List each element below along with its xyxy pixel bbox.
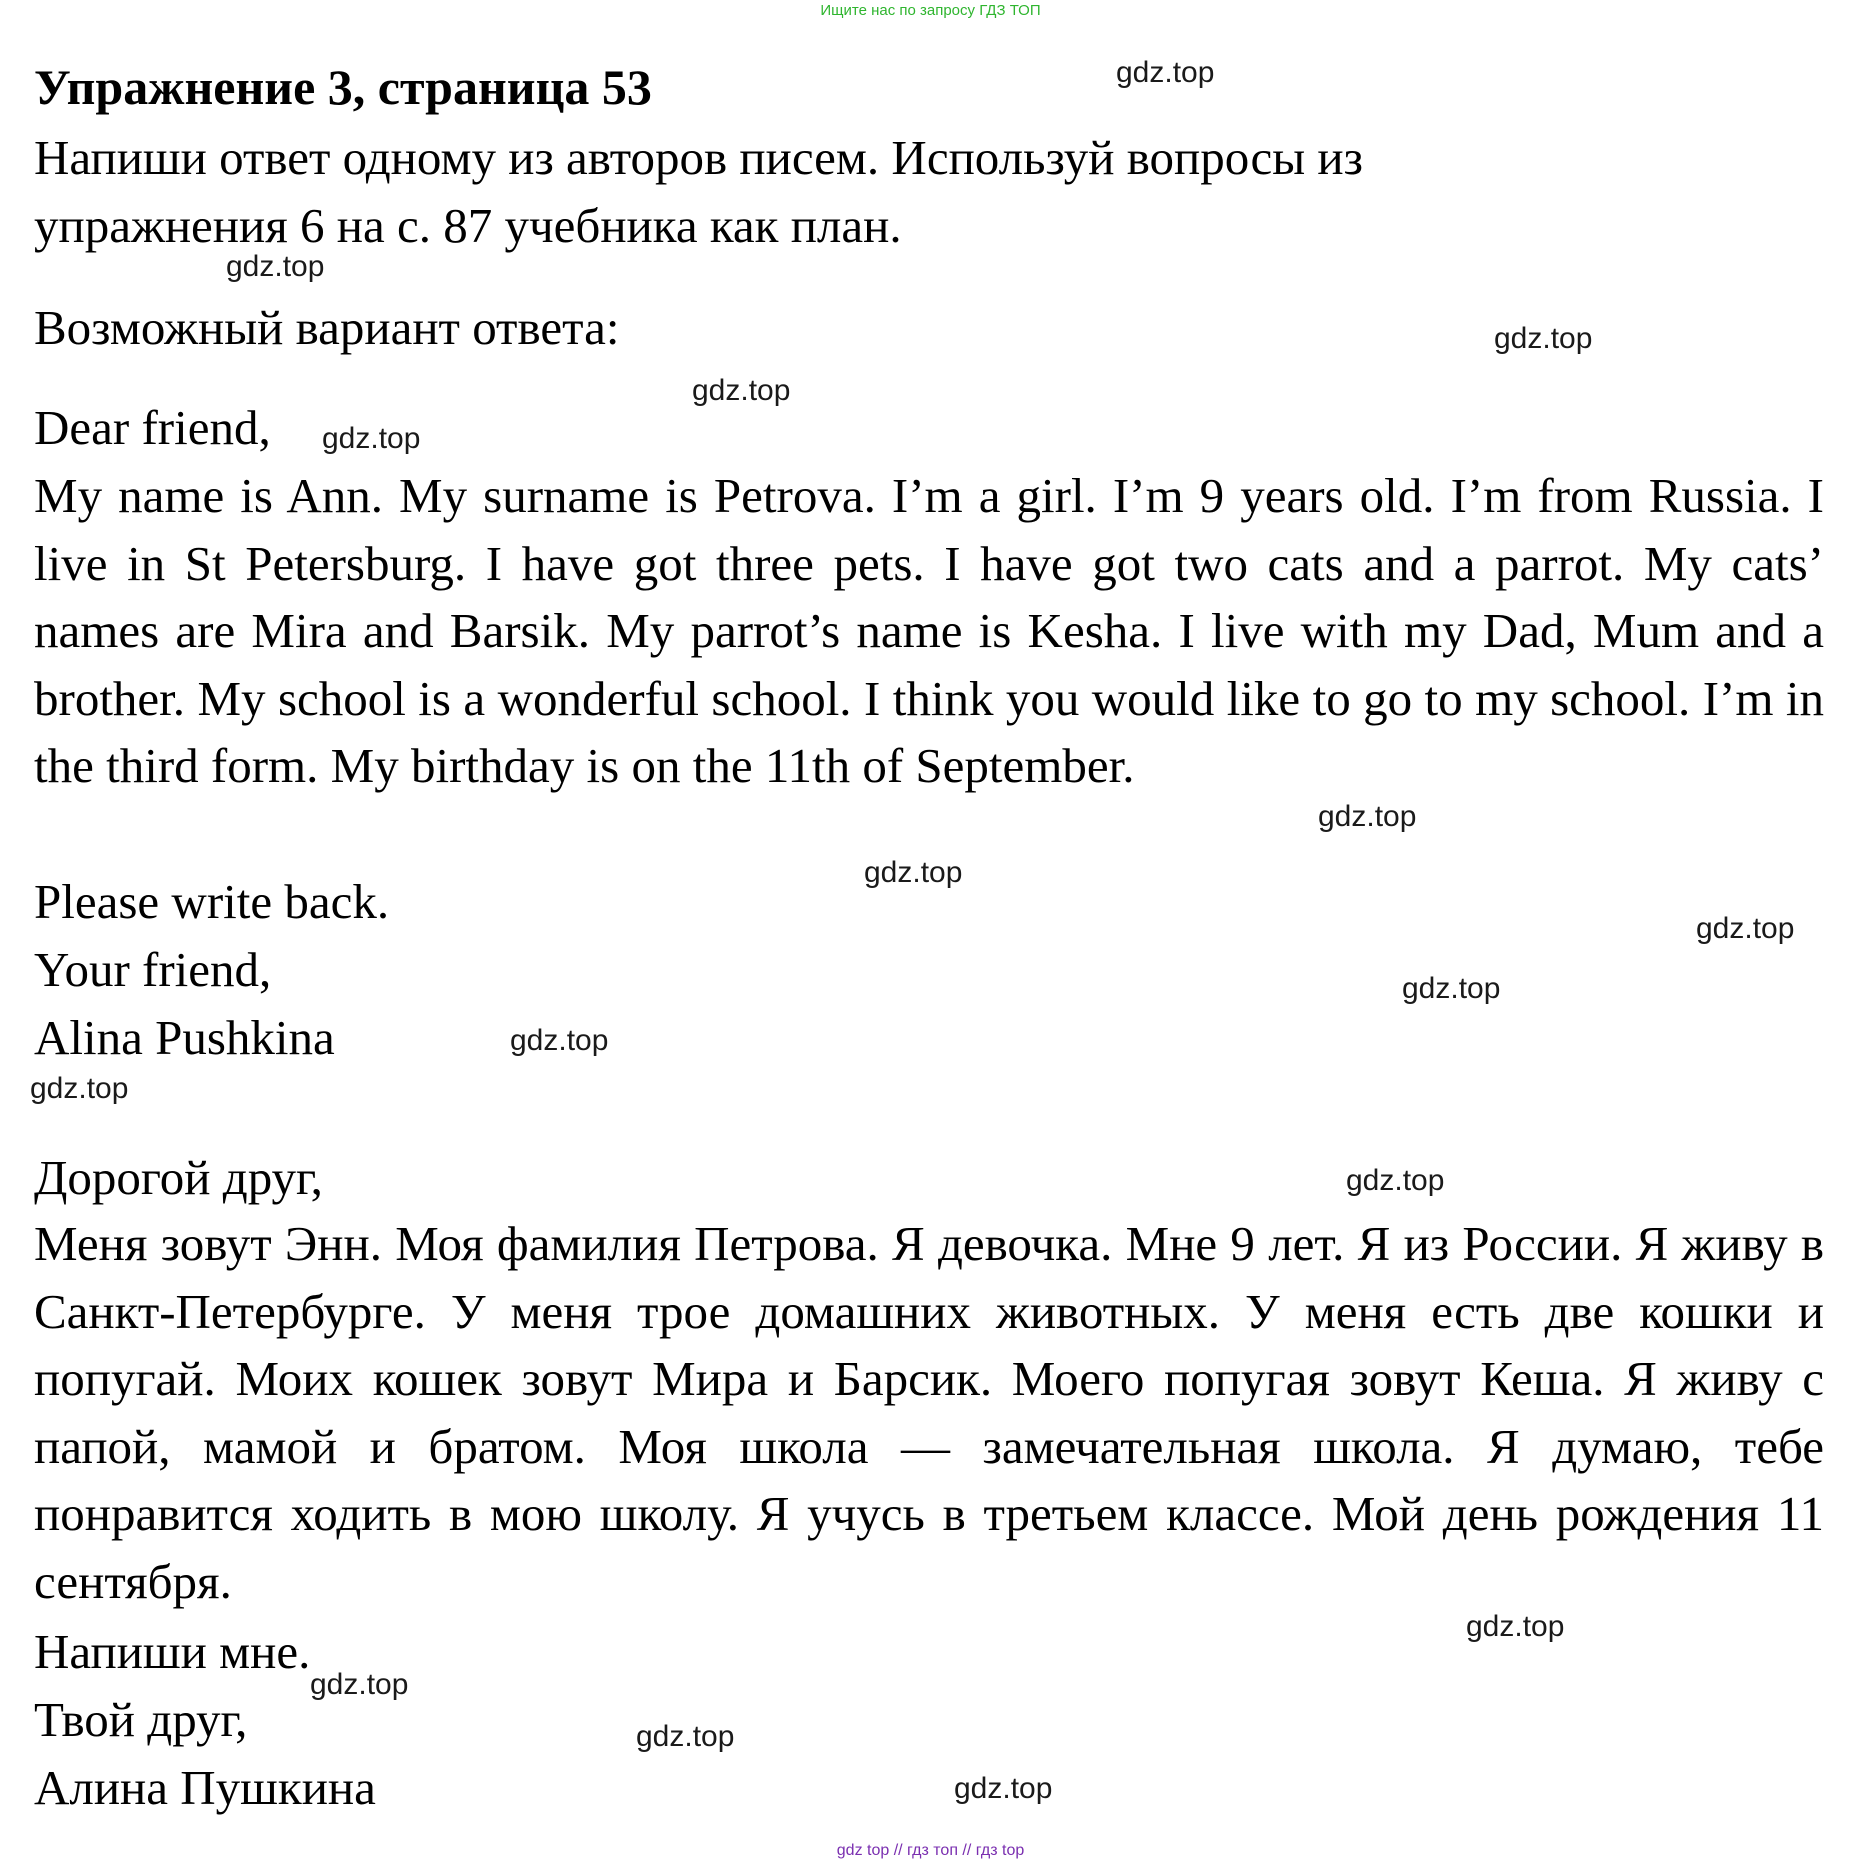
russian-closing-2: Твой друг,	[34, 1692, 248, 1747]
page-title: Упражнение 3, страница 53	[34, 59, 652, 115]
watermark: gdz.top	[1696, 912, 1795, 945]
russian-greeting: Дорогой друг,	[34, 1150, 323, 1205]
watermark: gdz.top	[954, 1772, 1053, 1805]
task-line-1: Напиши ответ одному из авторов писем. Используй вопросы из	[34, 130, 1363, 185]
russian-signature: Алина Пушкина	[34, 1760, 376, 1815]
russian-closing-1: Напиши мне.	[34, 1624, 311, 1679]
top-banner: Ищите нас по запросу ГДЗ ТОП	[820, 2, 1041, 19]
watermark: gdz.top	[636, 1720, 735, 1753]
watermark: gdz.top	[692, 374, 791, 407]
russian-body: Меня зовут Энн. Моя фамилия Петрова. Я девочка. Мне 9 лет. Я из России. Я живу в Санкт-Петербурге. У меня трое домашних животных. У меня есть две кошки и попугай. Моих кошек зовут Мира и Барсик. Моего попугая зовут Кеша. Я живу с папой, мамой и братом. Моя школа — замечательная школа. Я думаю, тебе понравится ходить в мою школу. Я учусь в третьем классе. Мой день рождения 11 сентября.	[34, 1216, 1824, 1609]
watermark: gdz.top	[226, 250, 325, 283]
english-closing-2: Your friend,	[34, 942, 272, 997]
english-signature: Alina Pushkina	[34, 1010, 335, 1065]
watermark: gdz.top	[1466, 1610, 1565, 1643]
watermark: gdz.top	[322, 422, 421, 455]
footer-links: gdz top // гдз топ // гдз top	[836, 1842, 1025, 1859]
watermark: gdz.top	[864, 856, 963, 889]
watermark: gdz.top	[310, 1668, 409, 1701]
watermark: gdz.top	[1402, 972, 1501, 1005]
watermark: gdz.top	[1116, 56, 1215, 89]
watermark: gdz.top	[1494, 322, 1593, 355]
watermark: gdz.top	[1346, 1164, 1445, 1197]
english-body: My name is Ann. My surname is Petrova. I’m a girl. I’m 9 years old. I’m from Russia. I live in St Petersburg. I have got three pets. I have got two cats and a parrot. My cats’ names are Mira and Barsik. My parrot’s name is Kesha. I live with my Dad, Mum and a brother. My school is a wonderful school. I think you would like to go to my school. I’m in the third form. My birthday is on the 11th of September.	[34, 468, 1824, 793]
answer-label: Возможный вариант ответа:	[34, 300, 620, 355]
english-closing-1: Please write back.	[34, 874, 390, 929]
watermark: gdz.top	[510, 1024, 609, 1057]
watermark: gdz.top	[30, 1072, 129, 1105]
task-line-2: упражнения 6 на с. 87 учебника как план.	[34, 198, 902, 253]
watermark: gdz.top	[1318, 800, 1417, 833]
english-greeting: Dear friend,	[34, 400, 271, 455]
